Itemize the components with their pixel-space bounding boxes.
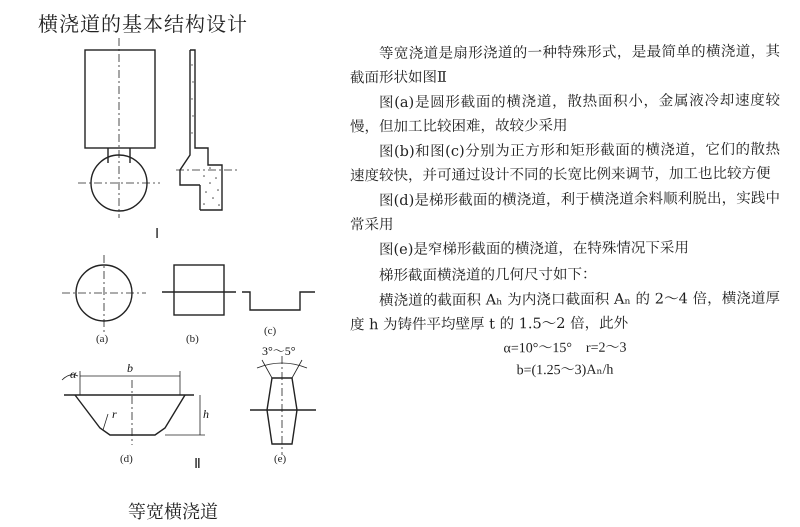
section-b-square [162,265,236,315]
paragraph-geometry: 梯形截面横浇道的几何尺寸如下： [379,266,597,284]
paragraph-b-c: 图(b)和图(c)分别为正方形和矩形截面的横浇道，它们的散热速度较快，并可通过设计不同的长宽比例来调节，加工也比较方便 [350,141,780,184]
section-c-rectangle [242,292,315,310]
dim-alpha: α [70,367,77,381]
figure-1-label: Ⅰ [155,227,160,242]
side-view-drawing [176,50,238,210]
figure-2-label: Ⅱ [194,457,201,472]
section-d-trapezoid [62,371,205,445]
body-text [350,41,780,384]
label-e: (e) [274,453,287,465]
paragraph-e: 图(e)是窄梯形截面的横浇道，在特殊情况下采用 [379,240,689,259]
runner-cross-section-figure [0,0,350,527]
formula-alpha-r: α=10°～15° r=2～3 [503,340,627,357]
label-b: (b) [186,333,199,345]
label-c: (c) [264,325,277,337]
dim-r: r [112,407,117,421]
section-a-circle [62,255,146,332]
dim-angle: 3°～5° [262,344,296,358]
formula-b: b=(1.25～3)Aₙ/h [516,362,614,379]
paragraph-a: 图(a)是圆形截面的横浇道，散热面积小，金属液冷却速度较慢，但加工比较困难，故较少采用 [350,92,780,135]
label-d: (d) [120,453,133,465]
figure-caption: 等宽横浇道 [128,502,218,523]
label-a: (a) [96,333,109,345]
dim-h: h [203,407,209,421]
front-view-drawing [78,38,160,218]
paragraph-area: 横浇道的截面积 Aₕ 为内浇口截面积 Aₙ 的 2～4 倍，横浇道厚度 h 为铸件平均壁厚 t 的 1.5～2 倍，此外 [350,290,780,333]
section-e-narrow-trapezoid [250,356,316,455]
paragraph-d: 图(d)是梯形截面的横浇道，利于横浇道余料顺利脱出，实践中常采用 [350,190,780,233]
dim-b: b [127,361,133,375]
paragraph-intro: 等宽浇道是扇形浇道的一种特殊形式，是最简单的横浇道，其截面形状如图Ⅱ [350,43,780,86]
page-title: 横浇道的基本结构设计 [38,12,248,36]
